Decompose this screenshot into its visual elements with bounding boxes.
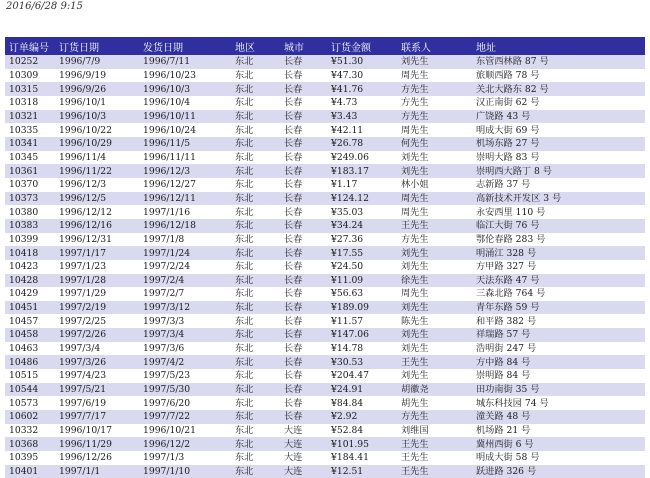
city-cell: 长春 bbox=[284, 370, 303, 382]
city-cell: 长春 bbox=[284, 233, 303, 245]
ship-date-cell: 1997/2/24 bbox=[143, 261, 191, 273]
contact-cell: 刘先生 bbox=[401, 151, 429, 163]
address-cell: 广饶路 43 号 bbox=[476, 110, 531, 122]
city-cell: 长春 bbox=[284, 247, 303, 259]
region-cell: 东北 bbox=[235, 466, 254, 478]
order-id-cell: 10602 bbox=[9, 411, 39, 423]
amount-cell: ¥84.84 bbox=[331, 397, 364, 409]
region-cell: 东北 bbox=[235, 329, 254, 341]
order-date-cell: 1997/2/19 bbox=[59, 302, 107, 314]
order-id-cell: 10332 bbox=[9, 425, 39, 437]
city-cell: 长春 bbox=[284, 397, 303, 409]
address-cell: 志新路 37 号 bbox=[476, 179, 531, 191]
region-cell: 东北 bbox=[235, 356, 254, 368]
order-date-cell: 1997/1/23 bbox=[59, 261, 107, 273]
contact-cell: 刘先生 bbox=[401, 247, 429, 259]
ship-date-cell: 1997/5/30 bbox=[143, 384, 191, 396]
region-cell: 东北 bbox=[235, 261, 254, 273]
address-cell: 祥瑞路 57 号 bbox=[476, 329, 531, 341]
address-cell: 明成大街 69 号 bbox=[476, 124, 540, 136]
city-cell: 长春 bbox=[284, 179, 303, 191]
city-cell: 长春 bbox=[284, 138, 303, 150]
order-id-cell: 10383 bbox=[9, 220, 39, 232]
amount-cell: ¥42.11 bbox=[331, 124, 364, 136]
order-id-cell: 10345 bbox=[9, 151, 39, 163]
header-ship-date[interactable]: 发货日期 bbox=[143, 42, 183, 54]
amount-cell: ¥26.78 bbox=[331, 138, 364, 150]
order-id-cell: 10370 bbox=[9, 179, 39, 191]
order-date-cell: 1996/12/31 bbox=[59, 233, 112, 245]
amount-cell: ¥11.57 bbox=[331, 315, 364, 327]
region-cell: 东北 bbox=[235, 397, 254, 409]
region-cell: 东北 bbox=[235, 384, 254, 396]
address-cell: 永安西里 110 号 bbox=[476, 206, 546, 218]
amount-cell: ¥183.17 bbox=[331, 165, 369, 177]
order-date-cell: 1997/1/1 bbox=[59, 466, 101, 478]
amount-cell: ¥249.06 bbox=[331, 151, 369, 163]
ship-date-cell: 1996/12/18 bbox=[143, 220, 196, 232]
region-cell: 东北 bbox=[235, 438, 254, 450]
contact-cell: 周先生 bbox=[401, 288, 429, 300]
order-id-cell: 10315 bbox=[9, 83, 39, 95]
table-row[interactable] bbox=[5, 260, 645, 274]
amount-cell: ¥124.12 bbox=[331, 192, 369, 204]
table-row[interactable] bbox=[5, 246, 645, 260]
contact-cell: 胡先生 bbox=[401, 397, 429, 409]
order-id-cell: 10373 bbox=[9, 192, 39, 204]
order-date-cell: 1997/6/19 bbox=[59, 397, 107, 409]
address-cell: 明成大街 58 号 bbox=[476, 452, 540, 464]
city-cell: 大连 bbox=[284, 452, 303, 464]
contact-cell: 陈先生 bbox=[401, 315, 429, 327]
city-cell: 长春 bbox=[284, 356, 303, 368]
order-id-cell: 10321 bbox=[9, 110, 39, 122]
amount-cell: ¥51.30 bbox=[331, 56, 364, 68]
address-cell: 跃进路 326 号 bbox=[476, 466, 537, 478]
amount-cell: ¥24.91 bbox=[331, 384, 364, 396]
contact-cell: 何先生 bbox=[401, 138, 429, 150]
region-cell: 东北 bbox=[235, 220, 254, 232]
table-row[interactable] bbox=[5, 219, 645, 233]
table-header-row bbox=[5, 37, 645, 55]
ship-date-cell: 1996/12/2 bbox=[143, 438, 191, 450]
region-cell: 东北 bbox=[235, 56, 254, 68]
address-cell: 天法东路 47 号 bbox=[476, 274, 540, 286]
city-cell: 长春 bbox=[284, 97, 303, 109]
contact-cell: 徐先生 bbox=[401, 274, 429, 286]
order-id-cell: 10252 bbox=[9, 56, 39, 68]
order-date-cell: 1997/3/26 bbox=[59, 356, 107, 368]
address-cell: 田功南街 35 号 bbox=[476, 384, 540, 396]
contact-cell: 王先生 bbox=[401, 466, 429, 478]
order-date-cell: 1996/12/5 bbox=[59, 192, 107, 204]
order-date-cell: 1996/9/26 bbox=[59, 83, 107, 95]
order-id-cell: 10395 bbox=[9, 452, 39, 464]
city-cell: 大连 bbox=[284, 438, 303, 450]
region-cell: 东北 bbox=[235, 110, 254, 122]
ship-date-cell: 1997/5/23 bbox=[143, 370, 191, 382]
amount-cell: ¥52.84 bbox=[331, 425, 364, 437]
region-cell: 东北 bbox=[235, 179, 254, 191]
order-id-cell: 10399 bbox=[9, 233, 39, 245]
contact-cell: 刘先生 bbox=[401, 165, 429, 177]
contact-cell: 方先生 bbox=[401, 411, 429, 423]
order-date-cell: 1997/1/17 bbox=[59, 247, 107, 259]
contact-cell: 刘先生 bbox=[401, 56, 429, 68]
city-cell: 大连 bbox=[284, 425, 303, 437]
ship-date-cell: 1996/7/11 bbox=[143, 56, 191, 68]
region-cell: 东北 bbox=[235, 165, 254, 177]
ship-date-cell: 1997/6/20 bbox=[143, 397, 191, 409]
ship-date-cell: 1997/2/4 bbox=[143, 274, 185, 286]
contact-cell: 胡徽尧 bbox=[401, 384, 429, 396]
table-row[interactable] bbox=[5, 110, 645, 124]
order-id-cell: 10341 bbox=[9, 138, 39, 150]
order-date-cell: 1996/10/29 bbox=[59, 138, 112, 150]
order-id-cell: 10573 bbox=[9, 397, 39, 409]
order-date-cell: 1996/10/17 bbox=[59, 425, 112, 437]
table-row[interactable] bbox=[5, 123, 645, 137]
city-cell: 长春 bbox=[284, 261, 303, 273]
table-row[interactable] bbox=[5, 96, 645, 110]
order-id-cell: 10451 bbox=[9, 302, 39, 314]
address-cell: 浩明街 247 号 bbox=[476, 343, 537, 355]
table-row[interactable] bbox=[5, 151, 645, 165]
order-date-cell: 1996/11/22 bbox=[59, 165, 112, 177]
amount-cell: ¥1.17 bbox=[331, 179, 358, 191]
contact-cell: 周先生 bbox=[401, 192, 429, 204]
table-row[interactable] bbox=[5, 437, 645, 451]
order-date-cell: 1996/7/9 bbox=[59, 56, 101, 68]
order-date-cell: 1997/1/28 bbox=[59, 274, 107, 286]
order-date-cell: 1996/11/29 bbox=[59, 438, 112, 450]
order-id-cell: 10457 bbox=[9, 315, 39, 327]
order-id-cell: 10544 bbox=[9, 384, 39, 396]
table-row[interactable] bbox=[5, 301, 645, 315]
city-cell: 长春 bbox=[284, 315, 303, 327]
region-cell: 东北 bbox=[235, 288, 254, 300]
address-cell: 和平路 382 号 bbox=[476, 315, 537, 327]
region-cell: 东北 bbox=[235, 233, 254, 245]
city-cell: 长春 bbox=[284, 288, 303, 300]
table-row[interactable] bbox=[5, 355, 645, 369]
table-body bbox=[5, 55, 645, 478]
order-date-cell: 1996/12/3 bbox=[59, 179, 107, 191]
address-cell: 方甲路 327 号 bbox=[476, 261, 537, 273]
contact-cell: 王先生 bbox=[401, 356, 429, 368]
order-id-cell: 10361 bbox=[9, 165, 39, 177]
city-cell: 长春 bbox=[284, 329, 303, 341]
amount-cell: ¥101.95 bbox=[331, 438, 369, 450]
ship-date-cell: 1996/10/23 bbox=[143, 69, 196, 81]
order-id-cell: 10463 bbox=[9, 343, 39, 355]
region-cell: 东北 bbox=[235, 69, 254, 81]
order-id-cell: 10309 bbox=[9, 69, 39, 81]
contact-cell: 刘先生 bbox=[401, 261, 429, 273]
region-cell: 东北 bbox=[235, 192, 254, 204]
ship-date-cell: 1997/1/24 bbox=[143, 247, 191, 259]
ship-date-cell: 1997/1/8 bbox=[143, 233, 185, 245]
address-cell: 青年东路 59 号 bbox=[476, 302, 540, 314]
amount-cell: ¥17.55 bbox=[331, 247, 364, 259]
region-cell: 东北 bbox=[235, 83, 254, 95]
amount-cell: ¥4.73 bbox=[331, 97, 358, 109]
region-cell: 东北 bbox=[235, 343, 254, 355]
address-cell: 关北大路东 82 号 bbox=[476, 83, 549, 95]
amount-cell: ¥189.09 bbox=[331, 302, 369, 314]
contact-cell: 林小姐 bbox=[401, 179, 429, 191]
contact-cell: 周先生 bbox=[401, 206, 429, 218]
region-cell: 东北 bbox=[235, 302, 254, 314]
contact-cell: 王先生 bbox=[401, 220, 429, 232]
ship-date-cell: 1996/10/4 bbox=[143, 97, 191, 109]
ship-date-cell: 1996/10/11 bbox=[143, 110, 196, 122]
order-date-cell: 1996/12/26 bbox=[59, 452, 112, 464]
address-cell: 崇明大路 83 号 bbox=[476, 151, 540, 163]
table-row[interactable] bbox=[5, 178, 645, 192]
ship-date-cell: 1996/12/3 bbox=[143, 165, 191, 177]
order-id-cell: 10428 bbox=[9, 274, 39, 286]
contact-cell: 方先生 bbox=[401, 83, 429, 95]
contact-cell: 王先生 bbox=[401, 452, 429, 464]
amount-cell: ¥2.92 bbox=[331, 411, 358, 423]
ship-date-cell: 1997/3/4 bbox=[143, 329, 185, 341]
contact-cell: 周先生 bbox=[401, 69, 429, 81]
ship-date-cell: 1996/12/11 bbox=[143, 192, 196, 204]
orders-table bbox=[5, 37, 645, 478]
city-cell: 长春 bbox=[284, 69, 303, 81]
table-row[interactable] bbox=[5, 69, 645, 83]
table-row[interactable] bbox=[5, 396, 645, 410]
amount-cell: ¥56.63 bbox=[331, 288, 364, 300]
city-cell: 长春 bbox=[284, 165, 303, 177]
ship-date-cell: 1997/3/3 bbox=[143, 315, 185, 327]
order-id-cell: 10458 bbox=[9, 329, 39, 341]
ship-date-cell: 1997/3/6 bbox=[143, 343, 185, 355]
print-timestamp: 2016/6/28 9:15 bbox=[6, 1, 83, 12]
table-row[interactable] bbox=[5, 205, 645, 219]
region-cell: 东北 bbox=[235, 247, 254, 259]
contact-cell: 方先生 bbox=[401, 110, 429, 122]
address-cell: 旅顺西路 78 号 bbox=[476, 69, 540, 81]
table-row[interactable] bbox=[5, 314, 645, 328]
city-cell: 长春 bbox=[284, 56, 303, 68]
address-cell: 东管西林路 87 号 bbox=[476, 56, 549, 68]
orders-sheet bbox=[5, 37, 645, 478]
header-region[interactable]: 地区 bbox=[235, 42, 255, 54]
amount-cell: ¥34.24 bbox=[331, 220, 364, 232]
order-id-cell: 10318 bbox=[9, 97, 39, 109]
order-id-cell: 10423 bbox=[9, 261, 39, 273]
ship-date-cell: 1997/1/10 bbox=[143, 466, 191, 478]
ship-date-cell: 1996/10/3 bbox=[143, 83, 191, 95]
table-row[interactable] bbox=[5, 164, 645, 178]
city-cell: 长春 bbox=[284, 343, 303, 355]
table-row[interactable] bbox=[5, 451, 645, 465]
contact-cell: 周先生 bbox=[401, 124, 429, 136]
ship-date-cell: 1996/10/21 bbox=[143, 425, 196, 437]
amount-cell: ¥35.03 bbox=[331, 206, 364, 218]
region-cell: 东北 bbox=[235, 411, 254, 423]
amount-cell: ¥147.06 bbox=[331, 329, 369, 341]
address-cell: 城东科技园 74 号 bbox=[476, 397, 549, 409]
order-date-cell: 1996/12/12 bbox=[59, 206, 112, 218]
table-row[interactable] bbox=[5, 410, 645, 424]
order-id-cell: 10418 bbox=[9, 247, 39, 259]
order-date-cell: 1996/9/19 bbox=[59, 69, 107, 81]
table-row[interactable] bbox=[5, 424, 645, 438]
contact-cell: 方先生 bbox=[401, 97, 429, 109]
header-amount[interactable]: 订货金额 bbox=[331, 42, 371, 54]
address-cell: 崇明西大路丁 8 号 bbox=[476, 165, 552, 177]
order-date-cell: 1996/10/3 bbox=[59, 110, 107, 122]
region-cell: 东北 bbox=[235, 425, 254, 437]
city-cell: 长春 bbox=[284, 83, 303, 95]
city-cell: 长春 bbox=[284, 124, 303, 136]
table-row[interactable] bbox=[5, 383, 645, 397]
order-id-cell: 10380 bbox=[9, 206, 39, 218]
ship-date-cell: 1996/10/24 bbox=[143, 124, 196, 136]
contact-cell: 刘维国 bbox=[401, 425, 429, 437]
amount-cell: ¥30.53 bbox=[331, 356, 364, 368]
address-cell: 汉正南街 62 号 bbox=[476, 97, 540, 109]
address-cell: 方中路 84 号 bbox=[476, 356, 531, 368]
header-contact[interactable]: 联系人 bbox=[401, 42, 431, 54]
order-id-cell: 10401 bbox=[9, 466, 39, 478]
city-cell: 长春 bbox=[284, 274, 303, 286]
address-cell: 崇明路 84 号 bbox=[476, 370, 531, 382]
address-cell: 鄂伦春路 283 号 bbox=[476, 233, 546, 245]
header-order-date[interactable]: 订货日期 bbox=[59, 42, 99, 54]
region-cell: 东北 bbox=[235, 315, 254, 327]
region-cell: 东北 bbox=[235, 274, 254, 286]
amount-cell: ¥41.76 bbox=[331, 83, 364, 95]
address-cell: 冀州西街 6 号 bbox=[476, 438, 534, 450]
region-cell: 东北 bbox=[235, 124, 254, 136]
address-cell: 明涌江 328 号 bbox=[476, 247, 537, 259]
amount-cell: ¥47.30 bbox=[331, 69, 364, 81]
header-city[interactable]: 城市 bbox=[284, 42, 304, 54]
amount-cell: ¥27.36 bbox=[331, 233, 364, 245]
region-cell: 东北 bbox=[235, 138, 254, 150]
amount-cell: ¥12.51 bbox=[331, 466, 364, 478]
ship-date-cell: 1997/3/12 bbox=[143, 302, 191, 314]
header-address[interactable]: 地址 bbox=[476, 42, 496, 54]
contact-cell: 刘先生 bbox=[401, 370, 429, 382]
table-row[interactable] bbox=[5, 55, 645, 69]
table-row[interactable] bbox=[5, 274, 645, 288]
contact-cell: 王先生 bbox=[401, 438, 429, 450]
order-id-cell: 10368 bbox=[9, 438, 39, 450]
amount-cell: ¥24.50 bbox=[331, 261, 364, 273]
city-cell: 长春 bbox=[284, 384, 303, 396]
order-date-cell: 1996/10/22 bbox=[59, 124, 112, 136]
region-cell: 东北 bbox=[235, 370, 254, 382]
city-cell: 长春 bbox=[284, 302, 303, 314]
contact-cell: 刘先生 bbox=[401, 302, 429, 314]
region-cell: 东北 bbox=[235, 206, 254, 218]
table-row[interactable] bbox=[5, 82, 645, 96]
header-order-id[interactable]: 订单编号 bbox=[9, 42, 49, 54]
order-id-cell: 10429 bbox=[9, 288, 39, 300]
table-row[interactable] bbox=[5, 369, 645, 383]
city-cell: 长春 bbox=[284, 220, 303, 232]
city-cell: 长春 bbox=[284, 192, 303, 204]
ship-date-cell: 1997/7/22 bbox=[143, 411, 191, 423]
amount-cell: ¥14.78 bbox=[331, 343, 364, 355]
table-row[interactable] bbox=[5, 465, 645, 478]
city-cell: 长春 bbox=[284, 151, 303, 163]
order-date-cell: 1997/7/17 bbox=[59, 411, 107, 423]
ship-date-cell: 1997/4/2 bbox=[143, 356, 185, 368]
table-row[interactable] bbox=[5, 192, 645, 206]
address-cell: 临江大街 76 号 bbox=[476, 220, 540, 232]
address-cell: 三森北路 764 号 bbox=[476, 288, 546, 300]
amount-cell: ¥3.43 bbox=[331, 110, 358, 122]
ship-date-cell: 1997/1/16 bbox=[143, 206, 191, 218]
amount-cell: ¥184.41 bbox=[331, 452, 369, 464]
order-date-cell: 1996/11/4 bbox=[59, 151, 107, 163]
region-cell: 东北 bbox=[235, 97, 254, 109]
address-cell: 高新技术开发区 3 号 bbox=[476, 192, 562, 204]
order-date-cell: 1997/3/4 bbox=[59, 343, 101, 355]
order-date-cell: 1997/4/23 bbox=[59, 370, 107, 382]
order-date-cell: 1997/2/26 bbox=[59, 329, 107, 341]
table-row[interactable] bbox=[5, 233, 645, 247]
city-cell: 长春 bbox=[284, 110, 303, 122]
contact-cell: 刘先生 bbox=[401, 329, 429, 341]
order-id-cell: 10486 bbox=[9, 356, 39, 368]
city-cell: 长春 bbox=[284, 411, 303, 423]
order-date-cell: 1997/2/25 bbox=[59, 315, 107, 327]
table-row[interactable] bbox=[5, 137, 645, 151]
order-date-cell: 1997/1/29 bbox=[59, 288, 107, 300]
address-cell: 机场东路 27 号 bbox=[476, 138, 540, 150]
table-row[interactable] bbox=[5, 342, 645, 356]
ship-date-cell: 1996/12/27 bbox=[143, 179, 196, 191]
order-date-cell: 1996/12/16 bbox=[59, 220, 112, 232]
address-cell: 机场路 21 号 bbox=[476, 425, 531, 437]
ship-date-cell: 1997/1/3 bbox=[143, 452, 185, 464]
region-cell: 东北 bbox=[235, 452, 254, 464]
ship-date-cell: 1996/11/11 bbox=[143, 151, 196, 163]
table-row[interactable] bbox=[5, 328, 645, 342]
region-cell: 东北 bbox=[235, 151, 254, 163]
order-id-cell: 10515 bbox=[9, 370, 39, 382]
city-cell: 大连 bbox=[284, 466, 303, 478]
ship-date-cell: 1997/2/7 bbox=[143, 288, 185, 300]
city-cell: 长春 bbox=[284, 206, 303, 218]
ship-date-cell: 1996/11/5 bbox=[143, 138, 191, 150]
order-date-cell: 1997/5/21 bbox=[59, 384, 107, 396]
order-date-cell: 1996/10/1 bbox=[59, 97, 107, 109]
address-cell: 潼关路 48 号 bbox=[476, 411, 531, 423]
amount-cell: ¥11.09 bbox=[331, 274, 364, 286]
amount-cell: ¥204.47 bbox=[331, 370, 369, 382]
order-id-cell: 10335 bbox=[9, 124, 39, 136]
contact-cell: 方先生 bbox=[401, 233, 429, 245]
table-row[interactable] bbox=[5, 287, 645, 301]
contact-cell: 刘先生 bbox=[401, 343, 429, 355]
